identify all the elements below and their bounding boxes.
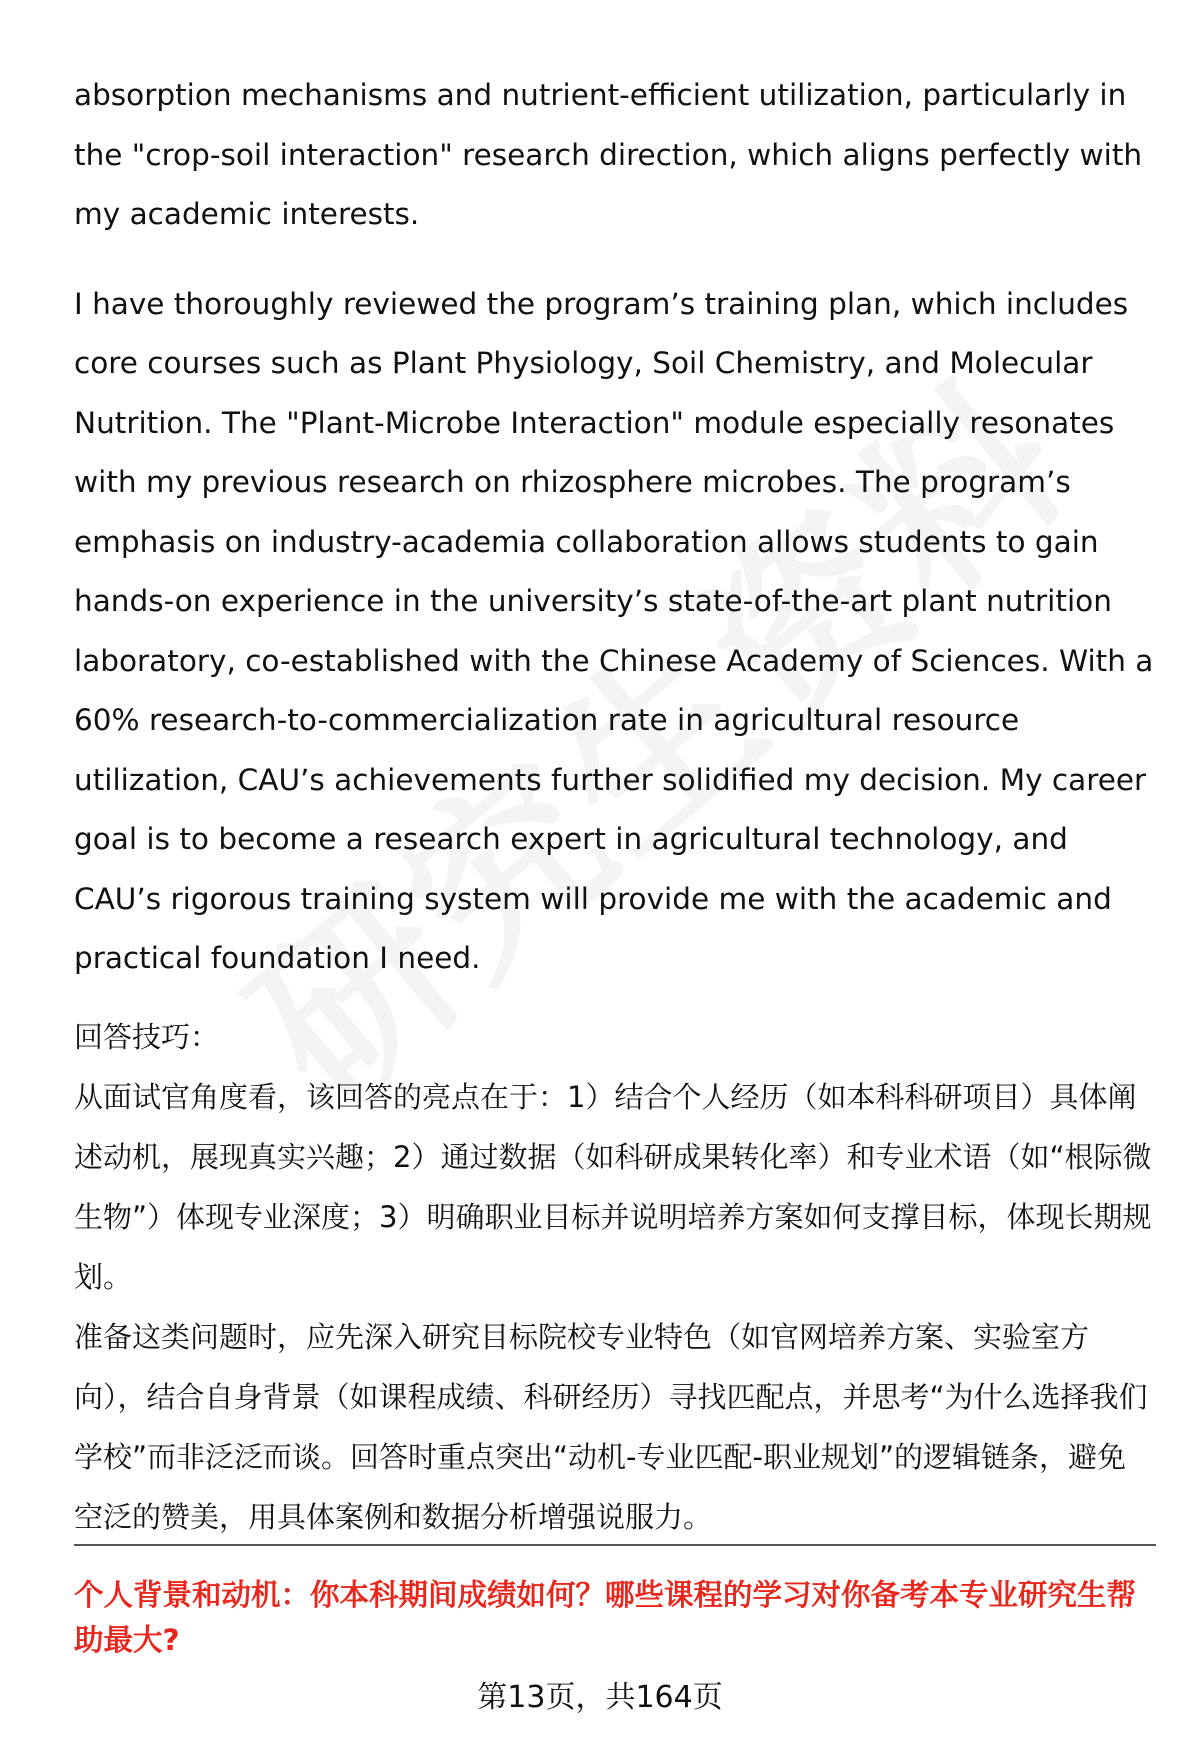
page-number: 第13页，共164页 xyxy=(477,1680,723,1715)
answer-content xyxy=(74,66,1154,1547)
answer-paragraph-1: absorption mechanisms and nutrient-efficient utilization, particularly in the "crop-soil interaction" research direction, which aligns perfectly with my academic interests. xyxy=(74,78,1143,231)
tips-analysis: 从面试官角度看，该回答的亮点在于：1）结合个人经历（如本科科研项目）具体阐述动机，展现真实兴趣；2）通过数据（如科研成果转化率）和专业术语（如“根际微生物”）体现专业深度；3）明确职业目标并说明培养方案如何支撑目标，体现长期规划。 xyxy=(74,1079,1152,1294)
next-question-heading: 个人背景和动机：你本科期间成绩如何？哪些课程的学习对你备考本专业研究生帮助最大? xyxy=(74,1578,1137,1657)
tips-preparation: 准备这类问题时，应先深入研究目标院校专业特色（如官网培养方案、实验室方向），结合自身背景（如课程成绩、科研经历）寻找匹配点，并思考“为什么选择我们学校”而非泛泛而谈。回答时重点突出“动机-专业匹配-职业规划”的逻辑链条，避免空泛的赞美，用具体案例和数据分析增强说服力。 xyxy=(74,1319,1148,1534)
paragraph-gap xyxy=(74,245,1154,275)
answer-paragraph-2: I have thoroughly reviewed the program’s training plan, which includes core courses such as Plant Physiology, Soil Chemistry, and Molecular Nutrition. The "Plant-Microbe Interaction" module especially resonates with my previous research on rhizosphere microbes. The program’s emphasis on industry-academia collaboration allows students to gain hands-on experience in the university’s state-of-the-art plant nutrition laboratory, co-established with the Chinese Academy of Sciences. With a 60% research-to-commercialization rate in agricultural resource utilization, CAU’s achievements further solidified my decision. My career goal is to become a research expert in agricultural technology, and CAU’s rigorous training system will provide me with the academic and practical foundation I need. xyxy=(74,286,1154,975)
answer-tips xyxy=(74,1007,1154,1547)
tips-heading: 回答技巧： xyxy=(74,1019,220,1054)
section-divider xyxy=(74,1544,1156,1546)
